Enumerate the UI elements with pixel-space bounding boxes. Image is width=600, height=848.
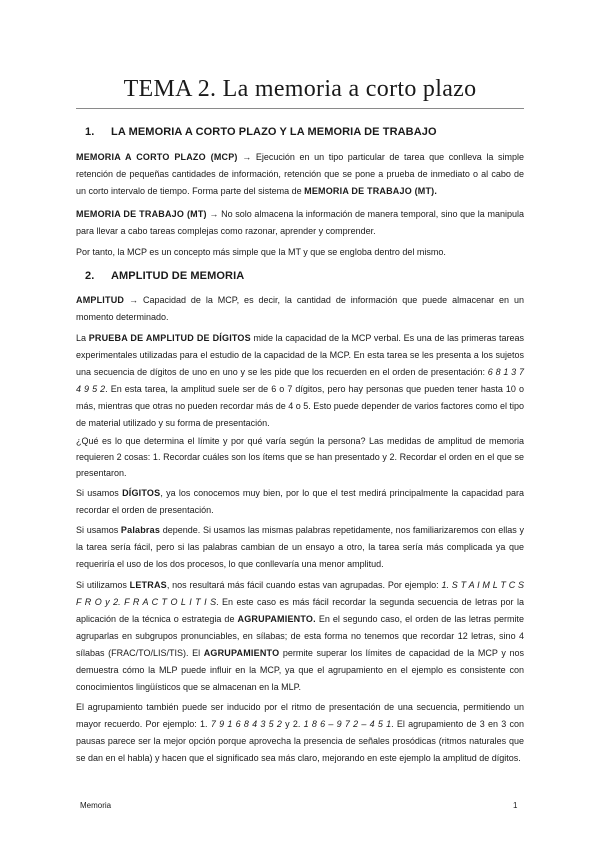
paragraph-text: La [76,333,89,343]
paragraph-letras [76,577,524,696]
keyword: AMPLITUD [76,295,125,305]
title-divider [76,108,524,109]
page-title: TEMA 2. La memoria a corto plazo [123,76,477,102]
paragraph-text: → No solo almacena la información de manera temporal, sino que la manipula para llevar a cabo tareas complejas como razonar, aprender y comprender. [76,209,524,236]
paragraph-text: Si usamos [76,488,123,498]
paragraph-text: En el segundo caso, el orden de las letras permite agruparlas en subgrupos pronunciables, en sílabas; de esta forma no tenemos que recordar 12 letras, sino 4 sílabas (FRAC/TO/LIS/TIS). El [76,614,524,658]
digit-sequence: 7 9 1 6 8 4 3 5 2 [210,719,282,729]
page-number: 1 [513,801,518,810]
keyword: MEMORIA DE TRABAJO (MT). [304,186,438,196]
paragraph-prueba [76,330,524,432]
paragraph-text: Si utilizamos [76,580,130,590]
paragraph-mcp [76,149,524,200]
keyword: LETRAS [129,580,167,590]
paragraph-text: → Ejecución en un tipo particular de tarea que conlleva la simple retención de pequeñas cantidades de información, retención que se pone a prueba de inmediato o al cabo de un corto intervalo de tiempo. Forma parte del sistema de [76,152,524,196]
paragraph-amplitud [76,292,524,326]
paragraph-question: ¿Qué es lo que determina el límite y por qué varía según la persona? Las medidas de amplitud de memoria requieren 2 cosas: 1. Recordar cuáles son los ítems que se han presentado y 2. Recordar el orden en el que se presentaron. [76,436,524,478]
keyword: AGRUPAMIENTO. [237,614,316,624]
keyword: PRUEBA DE AMPLITUD DE DÍGITOS [88,333,251,343]
section-heading-1 [85,126,437,138]
paragraph-text: , ya los conocemos muy bien, por lo que el test medirá principalmente la capacidad para recordar el orden de presentación. [76,488,524,515]
keyword: MEMORIA DE TRABAJO (MT) [76,209,207,219]
keyword: MEMORIA A CORTO PLAZO (MCP) [76,152,238,162]
section-title: AMPLITUD DE MEMORIA [111,270,245,282]
keyword: AGRUPAMIENTO [203,648,280,658]
paragraph-mt [76,206,524,240]
paragraph-text: . En esta tarea, la amplitud suele ser de 6 o 7 dígitos, pero hay personas que pueden tener hasta 10 o más, mientras que otras no pueden recordar más de 4 o 5. Esto puede depender de varios factores como el tipo de material utilizado y su forma de presentación. [76,384,524,428]
paragraph-text: . El agrupamiento de 3 en 3 con pausas parece ser la mejor opción porque aprovecha la presencia de señales prosódicas (ritmos naturales que se dan en el habla) y hacen que el significado sea más claro, mejorando en este ejemplo la amplitud de dígitos. [76,719,524,763]
keyword: DÍGITOS [122,488,161,498]
section-heading-2 [85,270,244,282]
paragraph-text: . En este caso es más fácil recordar la segunda secuencia de letras por la aplicación de la técnica o estrategia de [76,597,524,624]
section-number: 1. [85,126,95,138]
paragraph-palabras [76,522,524,573]
paragraph-ritmo [76,699,524,767]
section-number: 2. [85,270,95,282]
paragraph-text: El agrupamiento también puede ser inducido por el ritmo de presentación de una secuencia, permitiendo un mayor recuerdo. Por ejemplo: 1. [76,702,524,729]
paragraph-digitos [76,485,524,519]
paragraph-text: depende. Si usamos las mismas palabras repetidamente, nos familiarizaremos con ellas y la tarea sería fácil, pero si las palabras cambian de un ensayo a otro, la tarea sería más complicada ya que requeriría el uso de los dos procesos, lo que conllevaría una menor amplitud. [76,525,524,569]
paragraph-summary: Por tanto, la MCP es un concepto más simple que la MT y que se engloba dentro del mismo. [76,247,446,257]
footer-label: Memoria [80,801,112,810]
letter-sequence: 1. S T A I M L T C S F R O y 2. F R A C T O L I T I S [76,580,525,607]
paragraph-text: , nos resultará más fácil cuando estas van agrupadas. Por ejemplo: [166,580,442,590]
paragraph-text: permite superar los límites de capacidad de la MCP y nos demuestra cómo la MLP puede influir en la MCP, ya que el agrupamiento en el ejemplo es consistente con conocimientos lingüísticos que se almacenan en la MLP. [76,648,524,692]
keyword: Palabras [120,525,161,535]
digit-sequence: 6 8 1 3 7 4 9 5 2 [76,367,524,394]
paragraph-text: → Capacidad de la MCP, es decir, la cantidad de información que puede almacenar en un momento determinado. [76,295,524,322]
paragraph-text: y 2. [281,719,304,729]
paragraph-text: Si usamos [76,525,121,535]
digit-sequence: 1 8 6 – 9 7 2 – 4 5 1 [303,719,392,729]
section-title: LA MEMORIA A CORTO PLAZO Y LA MEMORIA DE TRABAJO [111,126,437,138]
paragraph-text: mide la capacidad de la MCP verbal. Es una de las primeras tareas experimentales utilizadas para el estudio de la capacidad de la MCP. En esta tarea se les presenta a los sujetos una secuencia de dígitos de uno en uno y se les pide que los recuerden en el orden de presentación: [76,333,524,377]
